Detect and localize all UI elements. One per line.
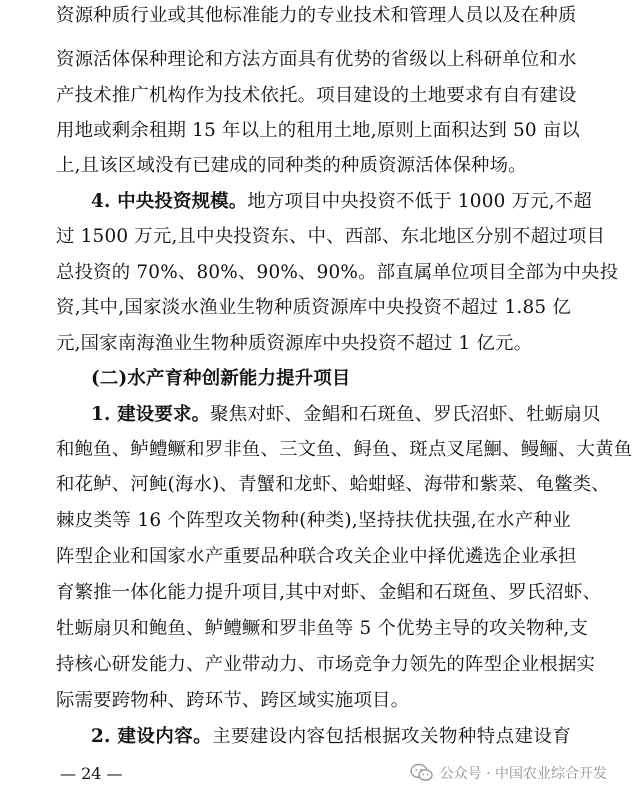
line-text: 棘皮类等 16 个阵型攻关物种(种类),坚持扶优扶强,在水产种业 (56, 510, 571, 531)
text-line-10 (56, 333, 571, 355)
wechat-icon (410, 763, 434, 783)
text-line-21 (91, 726, 571, 748)
line-text: 地方项目中央投资不低于 1000 万元,不超 (247, 191, 592, 212)
line-text: 资,其中,国家淡水渔业生物种质资源库中央投资不超过 1.85 亿 (56, 297, 571, 318)
text-line-20 (56, 690, 571, 712)
subsection-heading: (二)水产育种创新能力提升项目 (91, 368, 351, 389)
text-line-11 (91, 368, 571, 390)
text-line-7 (56, 226, 606, 248)
watermark-text: 公众号 · 中国农业综合开发 (439, 766, 607, 782)
text-line-16 (56, 546, 577, 568)
page-number: — 24 — (60, 764, 123, 783)
line-text: 主要建设内容包括根据攻关物种特点建设育 (212, 726, 571, 747)
text-line-8 (56, 262, 619, 284)
section-heading: 4. 中央投资规模。 (91, 191, 248, 212)
line-text: 过 1500 万元,且中央投资东、中、西部、东北地区分别不超过项目 (56, 226, 606, 247)
line-text: 际需要跨物种、跨环节、跨区域实施项目。 (56, 690, 410, 711)
line-text: 持核心研发能力、产业带动力、市场竞争力领先的阵型企业根据实 (56, 654, 596, 675)
line-text: 聚焦对虾、金鲳和石斑鱼、罗氏沼虾、牡蛎扇贝 (210, 404, 601, 425)
line-text: 用地或剩余租期 15 年以上的租用土地,原则上面积达到 50 亩以 (56, 120, 581, 141)
text-line-14 (56, 474, 610, 496)
line-text: 上,且该区域没有已建成的同种类的种质资源活体保种场。 (56, 155, 527, 176)
text-line-2 (56, 49, 577, 71)
text-line-9 (56, 297, 571, 319)
text-line-17 (56, 582, 602, 604)
line-text: 和鲍鱼、鲈鳢鳜和罗非鱼、三文鱼、鲟鱼、斑点叉尾鮰、鳗鲡、大黄鱼 (56, 439, 632, 460)
section-heading: 2. 建设内容。 (91, 726, 213, 747)
text-line-18 (56, 618, 588, 640)
watermark (410, 763, 607, 783)
text-line-12 (91, 404, 601, 426)
text-line-19 (56, 654, 596, 676)
line-text: 资源种质行业或其他标准能力的专业技术和管理人员以及在种质 (56, 5, 577, 26)
text-line-15 (56, 510, 571, 532)
line-text: 产技术推广机构作为技术依托。项目建设的土地要求有自有建设 (56, 85, 577, 106)
line-text: 资源活体保种理论和方法方面具有优势的省级以上科研单位和水 (56, 49, 577, 70)
text-line-1 (56, 5, 577, 27)
line-text: 和花鲈、河鲀(海水)、青蟹和龙虾、蛤蚶蛏、海带和紫菜、龟鳖类、 (56, 474, 610, 495)
text-line-4 (56, 120, 581, 142)
text-line-6 (91, 191, 592, 213)
line-text: 总投资的 70%、80%、90%、90%。部直属单位项目全部为中央投 (56, 262, 619, 283)
line-text: 阵型企业和国家水产重要品种联合攻关企业中择优遴选企业承担 (56, 546, 577, 567)
text-line-3 (56, 85, 577, 107)
text-line-13 (56, 439, 632, 461)
line-text: 元,国家南海渔业生物种质资源库中央投资不超过 1 亿元。 (56, 333, 533, 354)
section-heading: 1. 建设要求。 (91, 404, 211, 425)
line-text: 育繁推一体化能力提升项目,其中对虾、金鲳和石斑鱼、罗氏沼虾、 (56, 582, 602, 603)
line-text: 牡蛎扇贝和鲍鱼、鲈鳢鳜和罗非鱼等 5 个优势主导的攻关物种,支 (56, 618, 588, 639)
text-line-5 (56, 155, 571, 177)
